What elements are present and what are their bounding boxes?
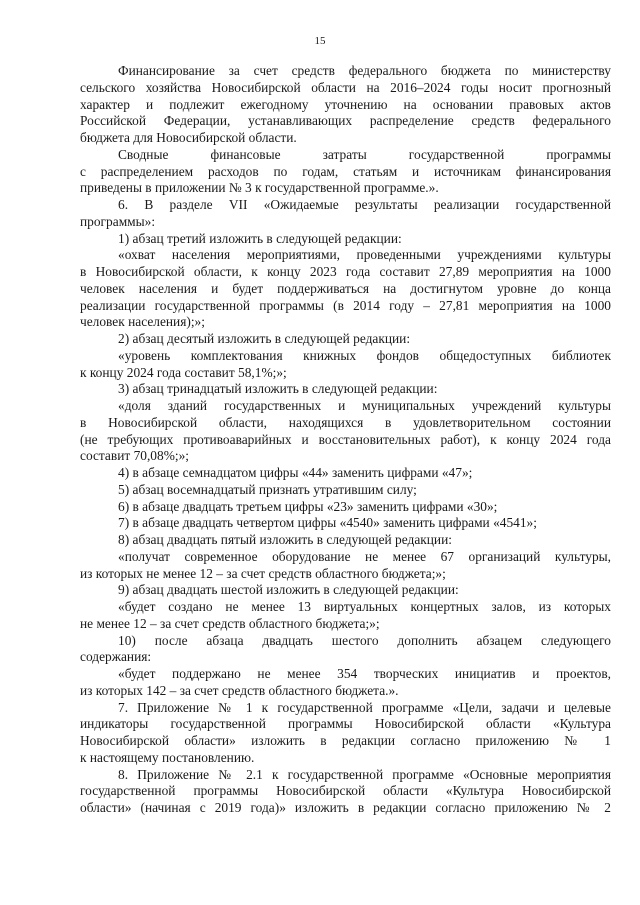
- text-line: «доля зданий государственных и муниципальных учреждений культуры: [118, 398, 611, 413]
- text-line: Новосибирской области» изложить в редакции согласно приложению № 1: [80, 733, 611, 748]
- text-line: «будет создано не менее 13 виртуальных концертных залов, из которых: [118, 599, 611, 614]
- text-line: (не требующих противоаварийных и восстановительных работ), к концу 2024 года: [80, 431, 611, 447]
- text-line: с распределением расходов по годам, статьям и источникам финансирования: [80, 163, 611, 179]
- text-line: «получат современное оборудование не менее 67 организаций культуры,: [118, 548, 611, 564]
- text-line: 8) абзац двадцать пятый изложить в следующей редакции:: [118, 532, 452, 547]
- text-line: человек населения);»;: [80, 314, 205, 330]
- text-line: 4) в абзаце семнадцатом цифры «44» заменить цифрами «47»;: [118, 465, 473, 480]
- text-line: 8. Приложение № 2.1 к государственной программе «Основные мероприятия: [118, 766, 611, 782]
- text-line: Финансирование за счет средств федерального бюджета по министерству: [118, 63, 611, 78]
- text-line: 9) абзац двадцать шестой изложить в следующей редакции:: [118, 582, 459, 598]
- text-line: сельского хозяйства Новосибирской области на 2016–2024 годы носит прогнозный: [80, 79, 611, 95]
- text-line: области» (начиная с 2019 года)» изложить в редакции согласно приложению № 2: [80, 800, 611, 815]
- text-line: 10) после абзаца двадцать шестого дополнить абзацем следующего: [118, 632, 611, 648]
- document-text-body: [80, 63, 611, 817]
- text-line: 3) абзац тринадцатый изложить в следующей редакции:: [118, 381, 438, 397]
- text-line: 7. Приложение № 1 к государственной программе «Цели, задачи и целевые: [118, 699, 611, 715]
- text-line: 1) абзац третий изложить в следующей редакции:: [118, 230, 402, 246]
- text-line: индикаторы государственной программы Новосибирской области «Культура: [80, 716, 611, 732]
- text-line: программы»:: [80, 213, 156, 229]
- text-line: 5) абзац восемнадцатый признать утратившим силу;: [118, 481, 417, 497]
- text-line: характер и подлежит ежегодному уточнению на основании правовых актов: [80, 96, 611, 112]
- text-line: к настоящему постановлению.: [80, 749, 255, 765]
- text-line: Российской Федерации, устанавливающих распределение средств федерального: [80, 113, 611, 129]
- text-line: «будет поддержано не менее 354 творческих инициатив и проектов,: [118, 666, 611, 681]
- text-line: 7) в абзаце двадцать четвертом цифры «4540» заменить цифрами «4541»;: [118, 515, 537, 531]
- text-line: 6) в абзаце двадцать третьем цифры «23» заменить цифрами «30»;: [118, 498, 498, 514]
- text-line: в Новосибирской области, находящихся в удовлетворительном состоянии: [80, 414, 611, 430]
- text-line: 2) абзац десятый изложить в следующей редакции:: [118, 331, 411, 346]
- page-number: 15: [314, 35, 326, 47]
- text-line: составит 70,08%;»;: [80, 448, 189, 464]
- text-line: «охват населения мероприятиями, проведенными учреждениями культуры: [118, 247, 611, 263]
- text-line: приведены в приложении № 3 к государственной программе.».: [80, 180, 439, 196]
- text-line: Сводные финансовые затраты государственной программы: [118, 146, 611, 162]
- text-line: в Новосибирской области, к концу 2023 года составит 27,89 мероприятия на 1000: [80, 264, 611, 279]
- text-line: реализации государственной программы (в 2014 году – 27,81 мероприятия на 1000: [80, 297, 611, 313]
- text-line: «уровень комплектования книжных фондов общедоступных библиотек: [118, 347, 611, 363]
- text-line: бюджета для Новосибирской области.: [80, 130, 297, 145]
- text-line: 6. В разделе VII «Ожидаемые результаты реализации государственной: [118, 197, 611, 212]
- text-line: к концу 2024 года составит 58,1%;»;: [80, 364, 287, 380]
- text-line: государственной программы Новосибирской области «Культура Новосибирской: [80, 783, 611, 799]
- text-line: из которых не менее 12 – за счет средств областного бюджета;»;: [80, 565, 446, 581]
- text-line: содержания:: [80, 649, 152, 665]
- text-line: из которых 142 – за счет средств областного бюджета.».: [80, 682, 399, 698]
- text-line: не менее 12 – за счет средств областного бюджета;»;: [80, 615, 380, 631]
- text-line: человек населения и будет поддерживаться на достигнутом уровне до конца: [80, 280, 611, 296]
